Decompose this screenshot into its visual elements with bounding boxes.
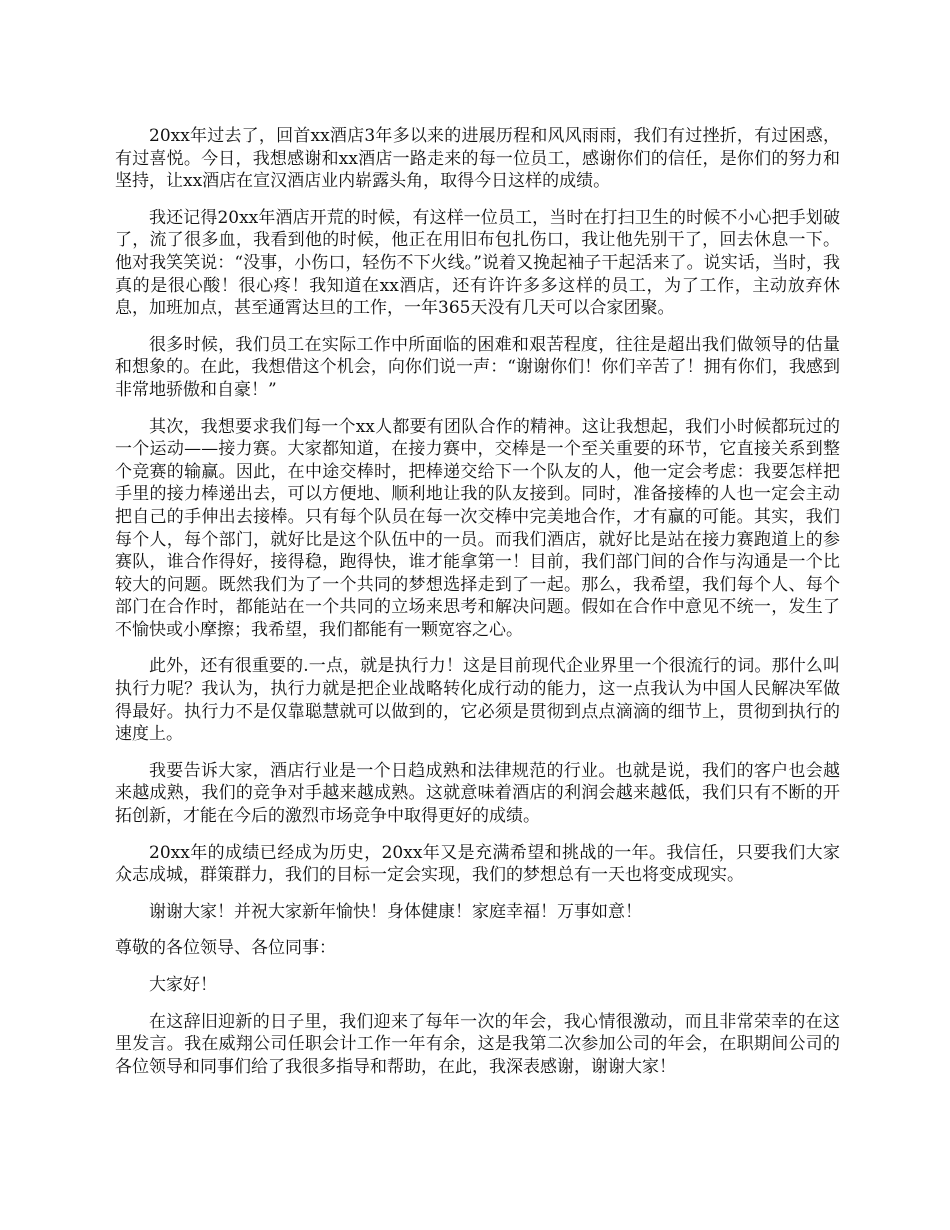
paragraph-6: 我要告诉大家，酒店行业是一个日趋成熟和法律规范的行业。也就是说，我们的客户也会越来越成熟，我们的竞争对手越来越成熟。这就意味着酒店的利润会越来越低，我们只有不断的开拓创新，才能在今后的激烈市场竞争中取得更好的成绩。 [115, 760, 840, 827]
greeting: 大家好！ [149, 975, 217, 995]
paragraph-4: 其次，我想要求我们每一个xx人都要有团队合作的精神。这让我想起，我们小时候都玩过的一个运动——接力赛。大家都知道，在接力赛中，交棒是一个至关重要的环节，它直接关系到整个竞赛的输赢。因此，在中途交棒时，把棒递交给下一个队友的人，他一定会考虑：我要怎样把手里的接力棒递出去，可以方便地、顺利地让我的队友接到。同时，准备接棒的人也一定会主动把自己的手伸出去接棒。只有每个队员在每一次交棒中完美地合作，才有赢的可能。其实，我们每个人，每个部门，就好比是这个队伍中的一员。而我们酒店，就好比是站在接力赛跑道上的参赛队，谁合作得好，接得稳，跑得快，谁才能拿第一！目前，我们部门间的合作与沟通是一个比较大的问题。既然我们为了一个共同的梦想选择走到了一起。那么，我希望，我们每个人、每个部门在合作时，都能站在一个共同的立场来思考和解决问题。假如在合作中意见不统一，发生了不愉快或小摩擦；我希望，我们都能有一颗宽容之心。 [115, 416, 840, 640]
paragraph-2: 我还记得20xx年酒店开荒的时候，有这样一位员工，当时在打扫卫生的时候不小心把手划破了，流了很多血，我看到他的时候，他正在用旧布包扎伤口，我让他先别干了，回去休息一下。他对我笑笑说：“没事，小伤口，轻伤不下火线。”说着又挽起袖子干起活来了。说实话，当时，我真的是很心酸！很心疼！我知道在xx酒店，还有许许多多这样的员工，为了工作，主动放弃休息，加班加点，甚至通霄达旦的工作，一年365天没有几天可以合家团聚。 [115, 207, 840, 319]
salutation: 尊敬的各位领导、各位同事： [115, 938, 336, 959]
paragraph-7: 20xx年的成绩已经成为历史，20xx年又是充满希望和挑战的一年。我信任，只要我们大家众志成城，群策群力，我们的目标一定会实现，我们的梦想总有一天也将变成现实。 [115, 842, 840, 886]
paragraph-1: 20xx年过去了，回首xx酒店3年多以来的进展历程和风风雨雨，我们有过挫折，有过困惑，有过喜悦。今日，我想感谢和xx酒店一路走来的每一位员工，感谢你们的信任，是你们的努力和坚持，让xx酒店在宣汉酒店业内崭露头角，取得今日这样的成绩。 [115, 126, 840, 192]
paragraph-11: 在这辞旧迎新的日子里，我们迎来了每年一次的年会，我心情很激动，而且非常荣幸的在这里发言。我在威翔公司任职会计工作一年有余，这是我第二次参加公司的年会，在职期间公司的各位领导和同事们给了我很多指导和帮助，在此，我深表感谢，谢谢大家！ [115, 1011, 840, 1077]
paragraph-5: 此外，还有很重要的.一点，就是执行力！这是目前现代企业界里一个很流行的词。那什么叫执行力呢？我认为，执行力就是把企业战略转化成行动的能力，这一点我认为中国人民解决军做得最好。执行力不是仅靠聪慧就可以做到的，它必须是贯彻到点点滴滴的细节上，贯彻到执行的速度上。 [115, 656, 840, 745]
document-page [115, 125, 840, 1092]
paragraph-3: 很多时候，我们员工在实际工作中所面临的困难和艰苦程度，往往是超出我们做领导的估量和想象的。在此，我想借这个机会，向你们说一声：“谢谢你们！你们辛苦了！拥有你们，我感到非常地骄傲和自豪！” [115, 334, 840, 400]
closing-thanks: 谢谢大家！并祝大家新年愉快！身体健康！家庭幸福！万事如意！ [149, 901, 642, 922]
